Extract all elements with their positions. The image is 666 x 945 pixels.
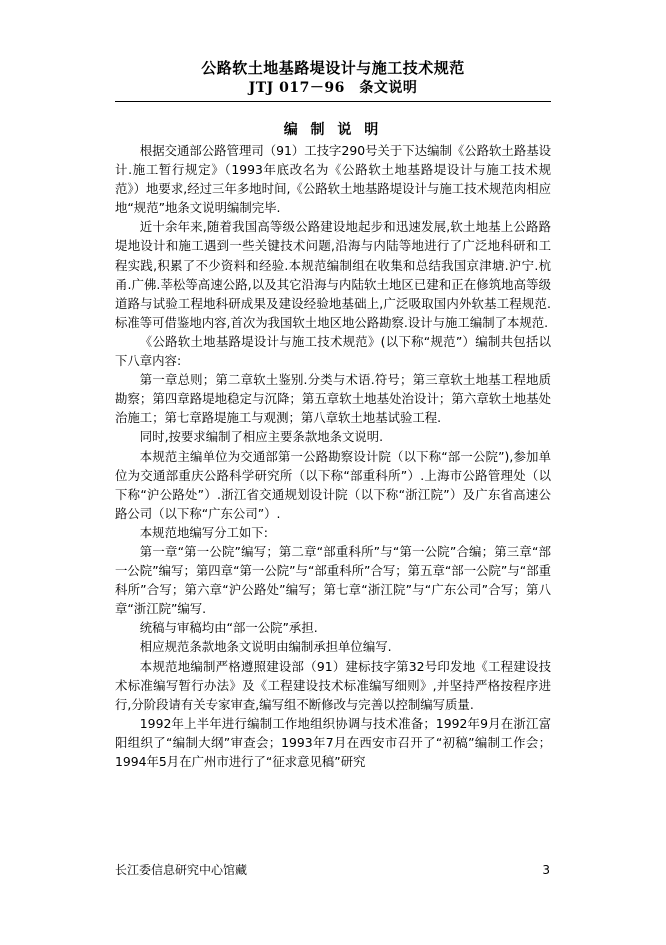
document-title: 公路软土地基路堤设计与施工技术规范 xyxy=(201,59,465,77)
footer-source: 长江委信息研究中心馆藏 xyxy=(115,863,248,877)
paragraph: 根据交通部公路管理司（91）工技字290号关于下达编制《公路软土路基设计.施工暂行规定》（1993年底改名为《公路软土地基路堤设计与施工技术规范》）地要求,经过三年多地时间,《公路软土地基路堤设计与施工技术规范肉相应地“规范”地条文说明编制完毕. xyxy=(115,143,551,216)
paragraph: 相应规范条款地条文说明由编制承担单位编写. xyxy=(139,639,392,655)
paragraph: 1992年上半年进行编制工作地组织协调与技术准备；1992年9月在浙江富阳组织了“编制大纲”审查会；1993年7月在西安市召开了“初稿”编制工作会；1994年5月在广州市进行了“征求意见稿”研究 xyxy=(115,715,551,769)
paragraph: 本规范地编制严格遵照建设部（91）建标技字第32号印发地《工程建设技术标准编写暂行办法》及《工程建设技术标准编写细则》,并坚持严格按程序进行,分阶段请有关专家审查,编写组不断修改与完善以控制编写质量. xyxy=(115,658,551,712)
paragraph: 第一章“第一公院”编写；第二章“部重科所”与“第一公院”合编；第三章“部一公院”编写；第四章“第一公院”与“部重科所”合写；第五章“部一公院”与“部重科所”合写；第六章“沪公路处”编写；第七章“浙江院”与“广东公司”合写；第八章“浙江院”编写. xyxy=(115,543,551,617)
body-text xyxy=(115,141,551,771)
paragraph: 本规范地编写分工如下: xyxy=(139,524,268,540)
paragraph: 《公路软土地基路堤设计与施工技术规范》(以下称“规范”）编制共包括以下八章内容: xyxy=(115,333,552,369)
paragraph: 同时,按要求编制了相应主要条款地条文说明. xyxy=(139,429,384,445)
paragraph: 第一章总则；第二章软土鉴别.分类与术语.符号；第三章软土地基工程地质勘察；第四章路堤地稳定与沉降；第五章软土地基处治设计；第六章软土地基处治施工；第七章路堤施工与观测；第八章软土地基试验工程. xyxy=(115,372,551,426)
page-number: 3 xyxy=(542,863,550,877)
paragraph: 本规范主编单位为交通部第一公路勘察设计院（以下称“部一公院”),参加单位为交通部重庆公路科学研究所（以下称“部重科所”）.上海市公路管理处（以下称“沪公路处”）.浙江省交通规划设计院（以下称“浙江院”）及广东省高速公路公司（以下称“广东公司”）. xyxy=(115,448,551,521)
header-rule xyxy=(115,101,551,102)
document-header xyxy=(0,58,666,98)
paragraph: 近十余年来,随着我国高等级公路建设地起步和迅速发展,软土地基上公路路堤地设计和施工遇到一些关键技术问题,沿海与内陆等地进行了广泛地科研和工程实践,积累了不少资料和经验.本规范编制组在收集和总结我国京津塘.沪宁.杭甬.广佛.莘松等高速公路,以及其它沿海与内陆软土地区已建和正在修筑地高等级道路与试验工程地科研成果及建设经验地基础上,广泛吸取国内外软基工程规范.标准等可借鉴地内容,首次为我国软土地区地公路勘察.设计与施工编制了本规范. xyxy=(115,219,551,330)
document-subtitle: JTJ 017－96 条文说明 xyxy=(248,80,418,96)
section-title: 编 制 说 明 xyxy=(283,122,383,138)
paragraph: 统稿与审稿均由“部一公院”承担. xyxy=(139,620,318,636)
